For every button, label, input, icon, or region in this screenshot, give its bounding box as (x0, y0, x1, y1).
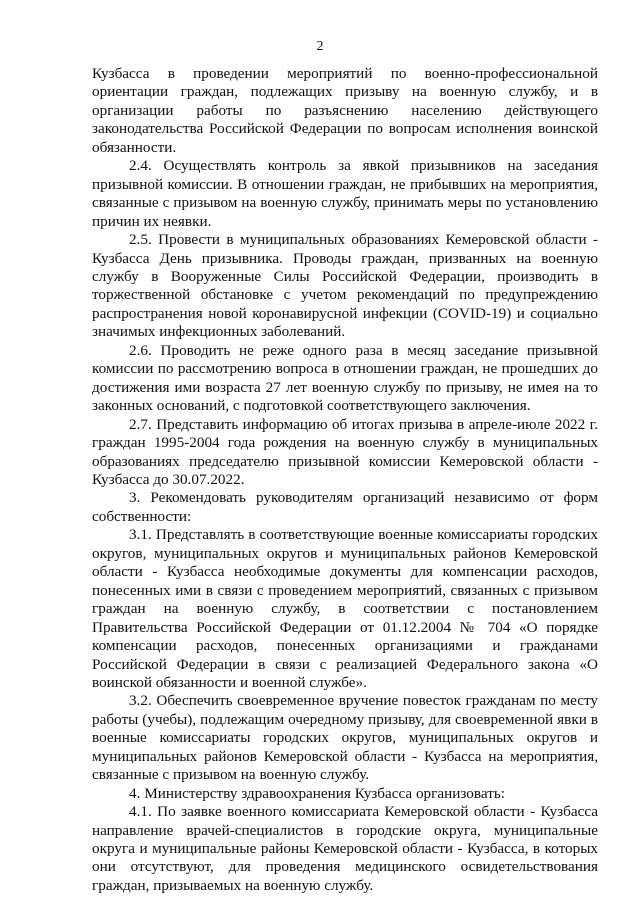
paragraph-2-5: 2.5. Провести в муниципальных образованиях Кемеровской области - Кузбасса День призывника. Проводы граждан, призванных на военную службу в Вооруженные Силы Российской Федерации, производить в торжественной обстановке с учетом рекомендаций по предупреждению распространения новой коронавирусной инфекции (COVID-19) и социально значимых инфекционных заболеваний. (92, 231, 598, 341)
paragraph-continuation: Кузбасса в проведении мероприятий по военно-профессиональной ориентации граждан, подлежащих призыву на военную службу, и в организации работы по разъяснению населению действующего законодательства Российской Федерации по вопросам исполнения воинской обязанности. (92, 65, 598, 156)
paragraph-4-1: 4.1. По заявке военного комиссариата Кемеровской области - Кузбасса направление врачей-специалистов в городские округа, муниципальные округа и муниципальные районы Кемеровской области - Кузбасса, в которых они отсутствуют, для проведения медицинского освидетельствования граждан, призываемых на военную службу. (92, 803, 598, 894)
paragraph-3: 3. Рекомендовать руководителям организаций независимо от форм собственности: (92, 489, 598, 525)
paragraph-2-6: 2.6. Проводить не реже одного раза в месяц заседание призывной комиссии по рассмотрению вопроса в отношении граждан, не прошедших до достижения ими возраста 27 лет военную службу по призыву, не имея на то законных оснований, с подготовкой соответствующего заключения. (92, 341, 598, 415)
paragraph-2-4: 2.4. Осуществлять контроль за явкой призывников на заседания призывной комиссии. В отношении граждан, не прибывших на мероприятия, связанные с призывом на военную службу, принимать меры по установлению причин их неявки. (92, 157, 598, 230)
paragraph-2-7: 2.7. Представить информацию об итогах призыва в апреле-июле 2022 г. граждан 1995-2004 года рождения на военную службу в муниципальных образованиях председателю призывной комиссии Кемеровской области - Кузбасса до 30.07.2022. (92, 415, 598, 488)
paragraph-3-1: 3.1. Представлять в соответствующие военные комиссариаты городских округов, муниципальных округов и муниципальных районов Кемеровской области - Кузбасса необходимые документы для компенсации расходов, понесенных ими в связи с проведением мероприятий, связанных с призывом граждан на военную службу, в соответствии с постановлением Правительства Российской Федерации от 01.12.2004 № 704 «О порядке компенсации расходов, понесенных организациями и гражданами Российской Федерации в связи с реализацией Федерального закона «О воинской обязанности и военной службе». (92, 526, 598, 691)
paragraph-4: 4. Министерству здравоохранения Кузбасса организовать: (129, 784, 505, 802)
document-body (92, 65, 598, 895)
page-number: 2 (316, 39, 324, 54)
paragraph-3-2: 3.2. Обеспечить своевременное вручение повесток гражданам по месту работы (учебы), подлежащим очередному призыву, для своевременной явки в военные комиссариаты городских округов, муниципальных округов и муниципальных районов Кемеровской области - Кузбасса на мероприятия, связанные с призывом на военную службу. (92, 692, 598, 784)
